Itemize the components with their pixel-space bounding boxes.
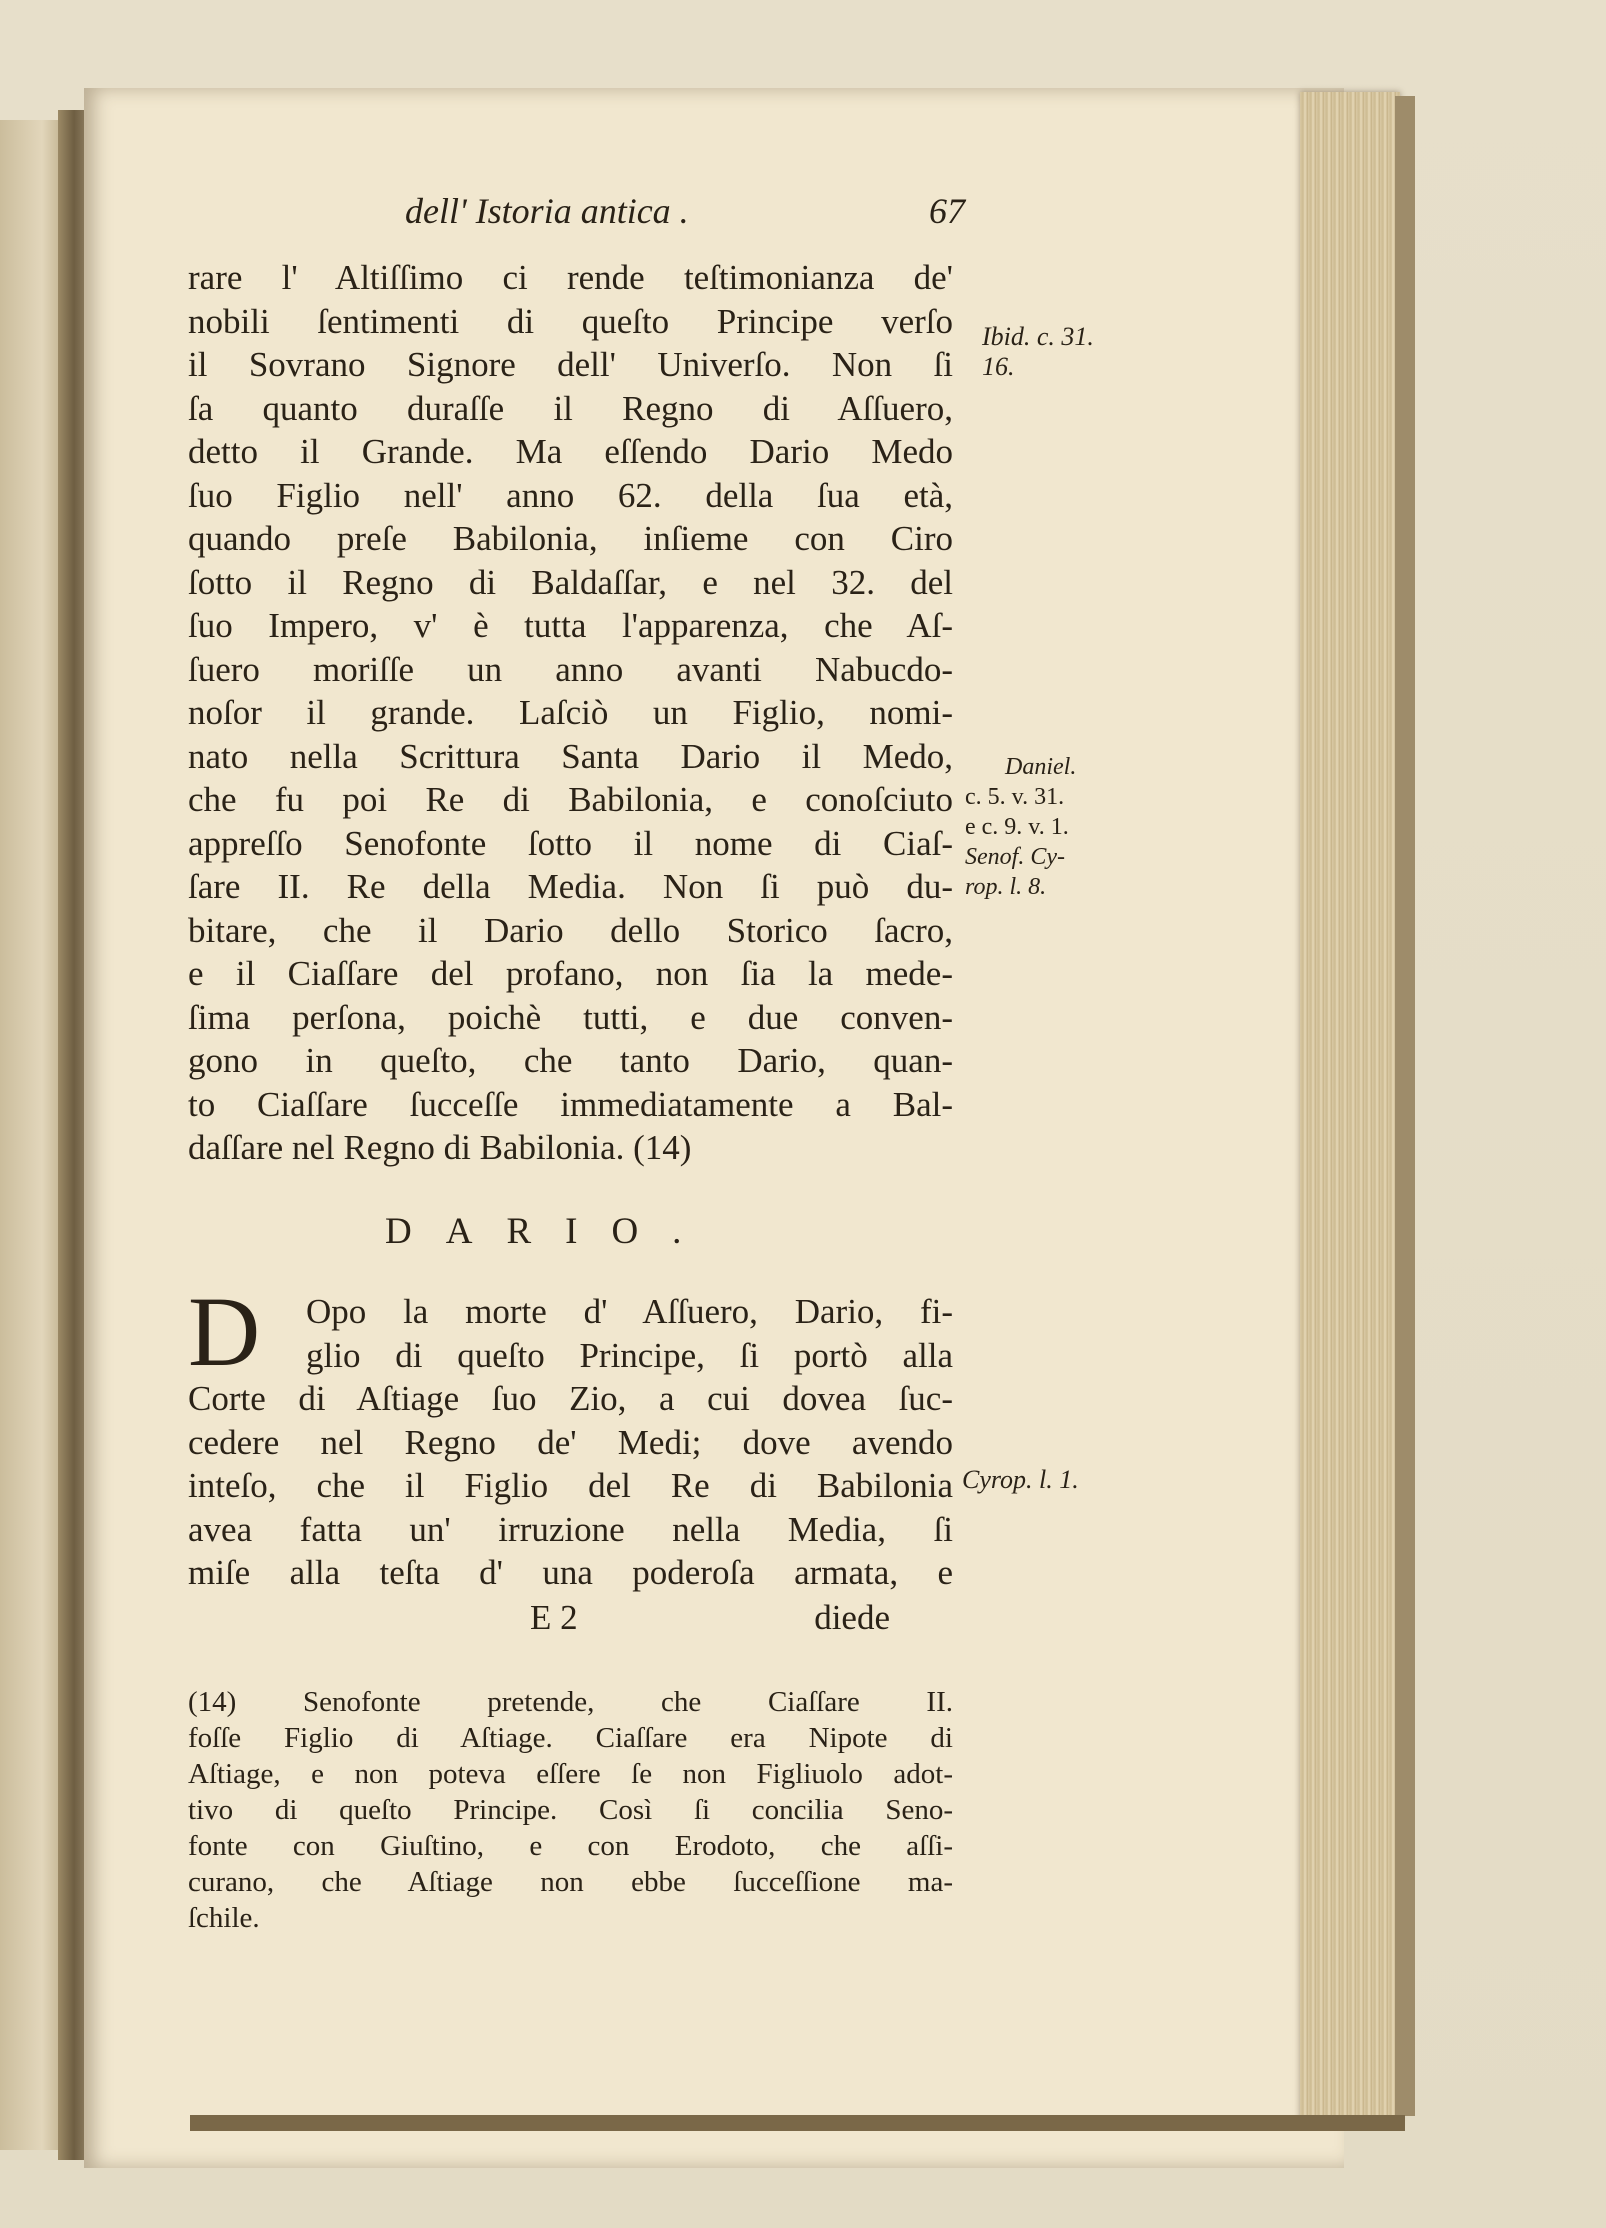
footnote-line: fonte con Giuſtino, e con Erodoto, che aſſi- xyxy=(188,1830,953,1862)
text-line: nobili ſentimenti di queſto Principe verſo xyxy=(188,301,953,341)
footnote-line: curano, che Aſtiage non ebbe ſucceſſione ma- xyxy=(188,1866,953,1898)
text-line: bitare, che il Dario dello Storico ſacro, xyxy=(188,910,953,950)
text-line: ſotto il Regno di Baldaſſar, e nel 32. del xyxy=(188,562,953,602)
margin-note-line: c. 5. v. 31. xyxy=(965,784,1065,810)
page-number: 67 xyxy=(929,191,965,231)
book-cover-edge xyxy=(1395,96,1415,2116)
text-line: nato nella Scrittura Santa Dario il Medo, xyxy=(188,736,953,776)
margin-note-ibid xyxy=(982,322,1094,382)
text-line: cedere nel Regno de' Medi; dove avendo xyxy=(188,1422,953,1462)
margin-note-line: Ibid. c. 31. xyxy=(982,322,1094,351)
text-line: noſor il grande. Laſciò un Figlio, nomi- xyxy=(188,693,953,732)
footnote-line: Aſtiage, e non poteva eſſere ſe non Figliuolo adot- xyxy=(188,1758,953,1790)
text-line: e il Ciaſſare del profano, non ſia la mede- xyxy=(188,954,953,993)
text-line: Opo la morte d' Aſſuero, Dario, fi- xyxy=(306,1292,953,1331)
text-line: to Ciaſſare ſucceſſe immediatamente a Bal- xyxy=(188,1084,953,1124)
text-line: appreſſo Senofonte ſotto il nome di Ciaſ- xyxy=(188,823,953,863)
footnote-line: ſchile. xyxy=(188,1902,260,1934)
text-line: ſa quanto duraſſe il Regno di Aſſuero, xyxy=(188,388,953,428)
text-line: avea fatta un' irruzione nella Media, ſi xyxy=(188,1509,953,1549)
section-title: DARIO. xyxy=(385,1211,716,1252)
text-line: inteſo, che il Figlio del Re di Babilonia xyxy=(188,1466,953,1505)
signature-mark: E 2 xyxy=(530,1598,578,1637)
text-line: detto il Grande. Ma eſſendo Dario Medo xyxy=(188,432,953,471)
margin-note-line: 16. xyxy=(982,352,1015,381)
text-line: ſare II. Re della Media. Non ſi può du- xyxy=(188,867,953,906)
margin-note-line: Daniel. xyxy=(1005,754,1077,780)
text-line: il Sovrano Signore dell' Univerſo. Non ſi xyxy=(188,345,953,384)
drop-cap: D xyxy=(188,1276,261,1387)
page-edges xyxy=(1300,92,1400,2122)
text-line: ſuo Impero, v' è tutta l'apparenza, che Aſ- xyxy=(188,606,953,645)
margin-note-cyrop: Cyrop. l. 1. xyxy=(962,1465,1079,1494)
margin-note-daniel xyxy=(965,752,1076,902)
text-line: ſima perſona, poichè tutti, e due conven- xyxy=(188,997,953,1037)
margin-note-line: e c. 9. v. 1. xyxy=(965,814,1069,840)
text-line: miſe alla teſta d' una poderoſa armata, e xyxy=(188,1553,953,1592)
footnote xyxy=(188,1684,953,1936)
header-title: dell' Istoria antica . xyxy=(405,191,689,231)
footnote-line: foſſe Figlio di Aſtiage. Ciaſſare era Nipote di xyxy=(188,1722,953,1754)
text-line: gono in queſto, che tanto Dario, quan- xyxy=(188,1041,953,1080)
text-line: ſuo Figlio nell' anno 62. della ſua età, xyxy=(188,475,953,515)
text-line: che fu poi Re di Babilonia, e conoſciuto xyxy=(188,780,953,819)
margin-note-line: Senof. Cy- xyxy=(965,844,1065,870)
footnote-line: (14) Senofonte pretende, che Ciaſſare II. xyxy=(188,1686,953,1718)
text-line: Corte di Aſtiage ſuo Zio, a cui dovea ſuc- xyxy=(188,1379,953,1418)
second-paragraph xyxy=(188,1276,953,1595)
margin-note-line: rop. l. 8. xyxy=(965,874,1047,900)
text-line: ſuero moriſſe un anno avanti Nabucdo- xyxy=(188,649,953,689)
book-cover-bottom xyxy=(190,2115,1405,2131)
catchword-line xyxy=(530,1598,890,1638)
text-line: rare l' Altiſſimo ci rende teſtimonianza de' xyxy=(188,258,953,297)
text-line: quando preſe Babilonia, inſieme con Ciro xyxy=(188,519,953,558)
running-header xyxy=(405,190,965,232)
catchword: diede xyxy=(814,1598,890,1637)
text-line: glio di queſto Principe, ſi portò alla xyxy=(306,1335,953,1375)
main-text xyxy=(188,256,953,1170)
text-line: daſſare nel Regno di Babilonia. (14) xyxy=(188,1128,692,1167)
footnote-line: tivo di queſto Principe. Così ſi concilia Seno- xyxy=(188,1794,953,1826)
